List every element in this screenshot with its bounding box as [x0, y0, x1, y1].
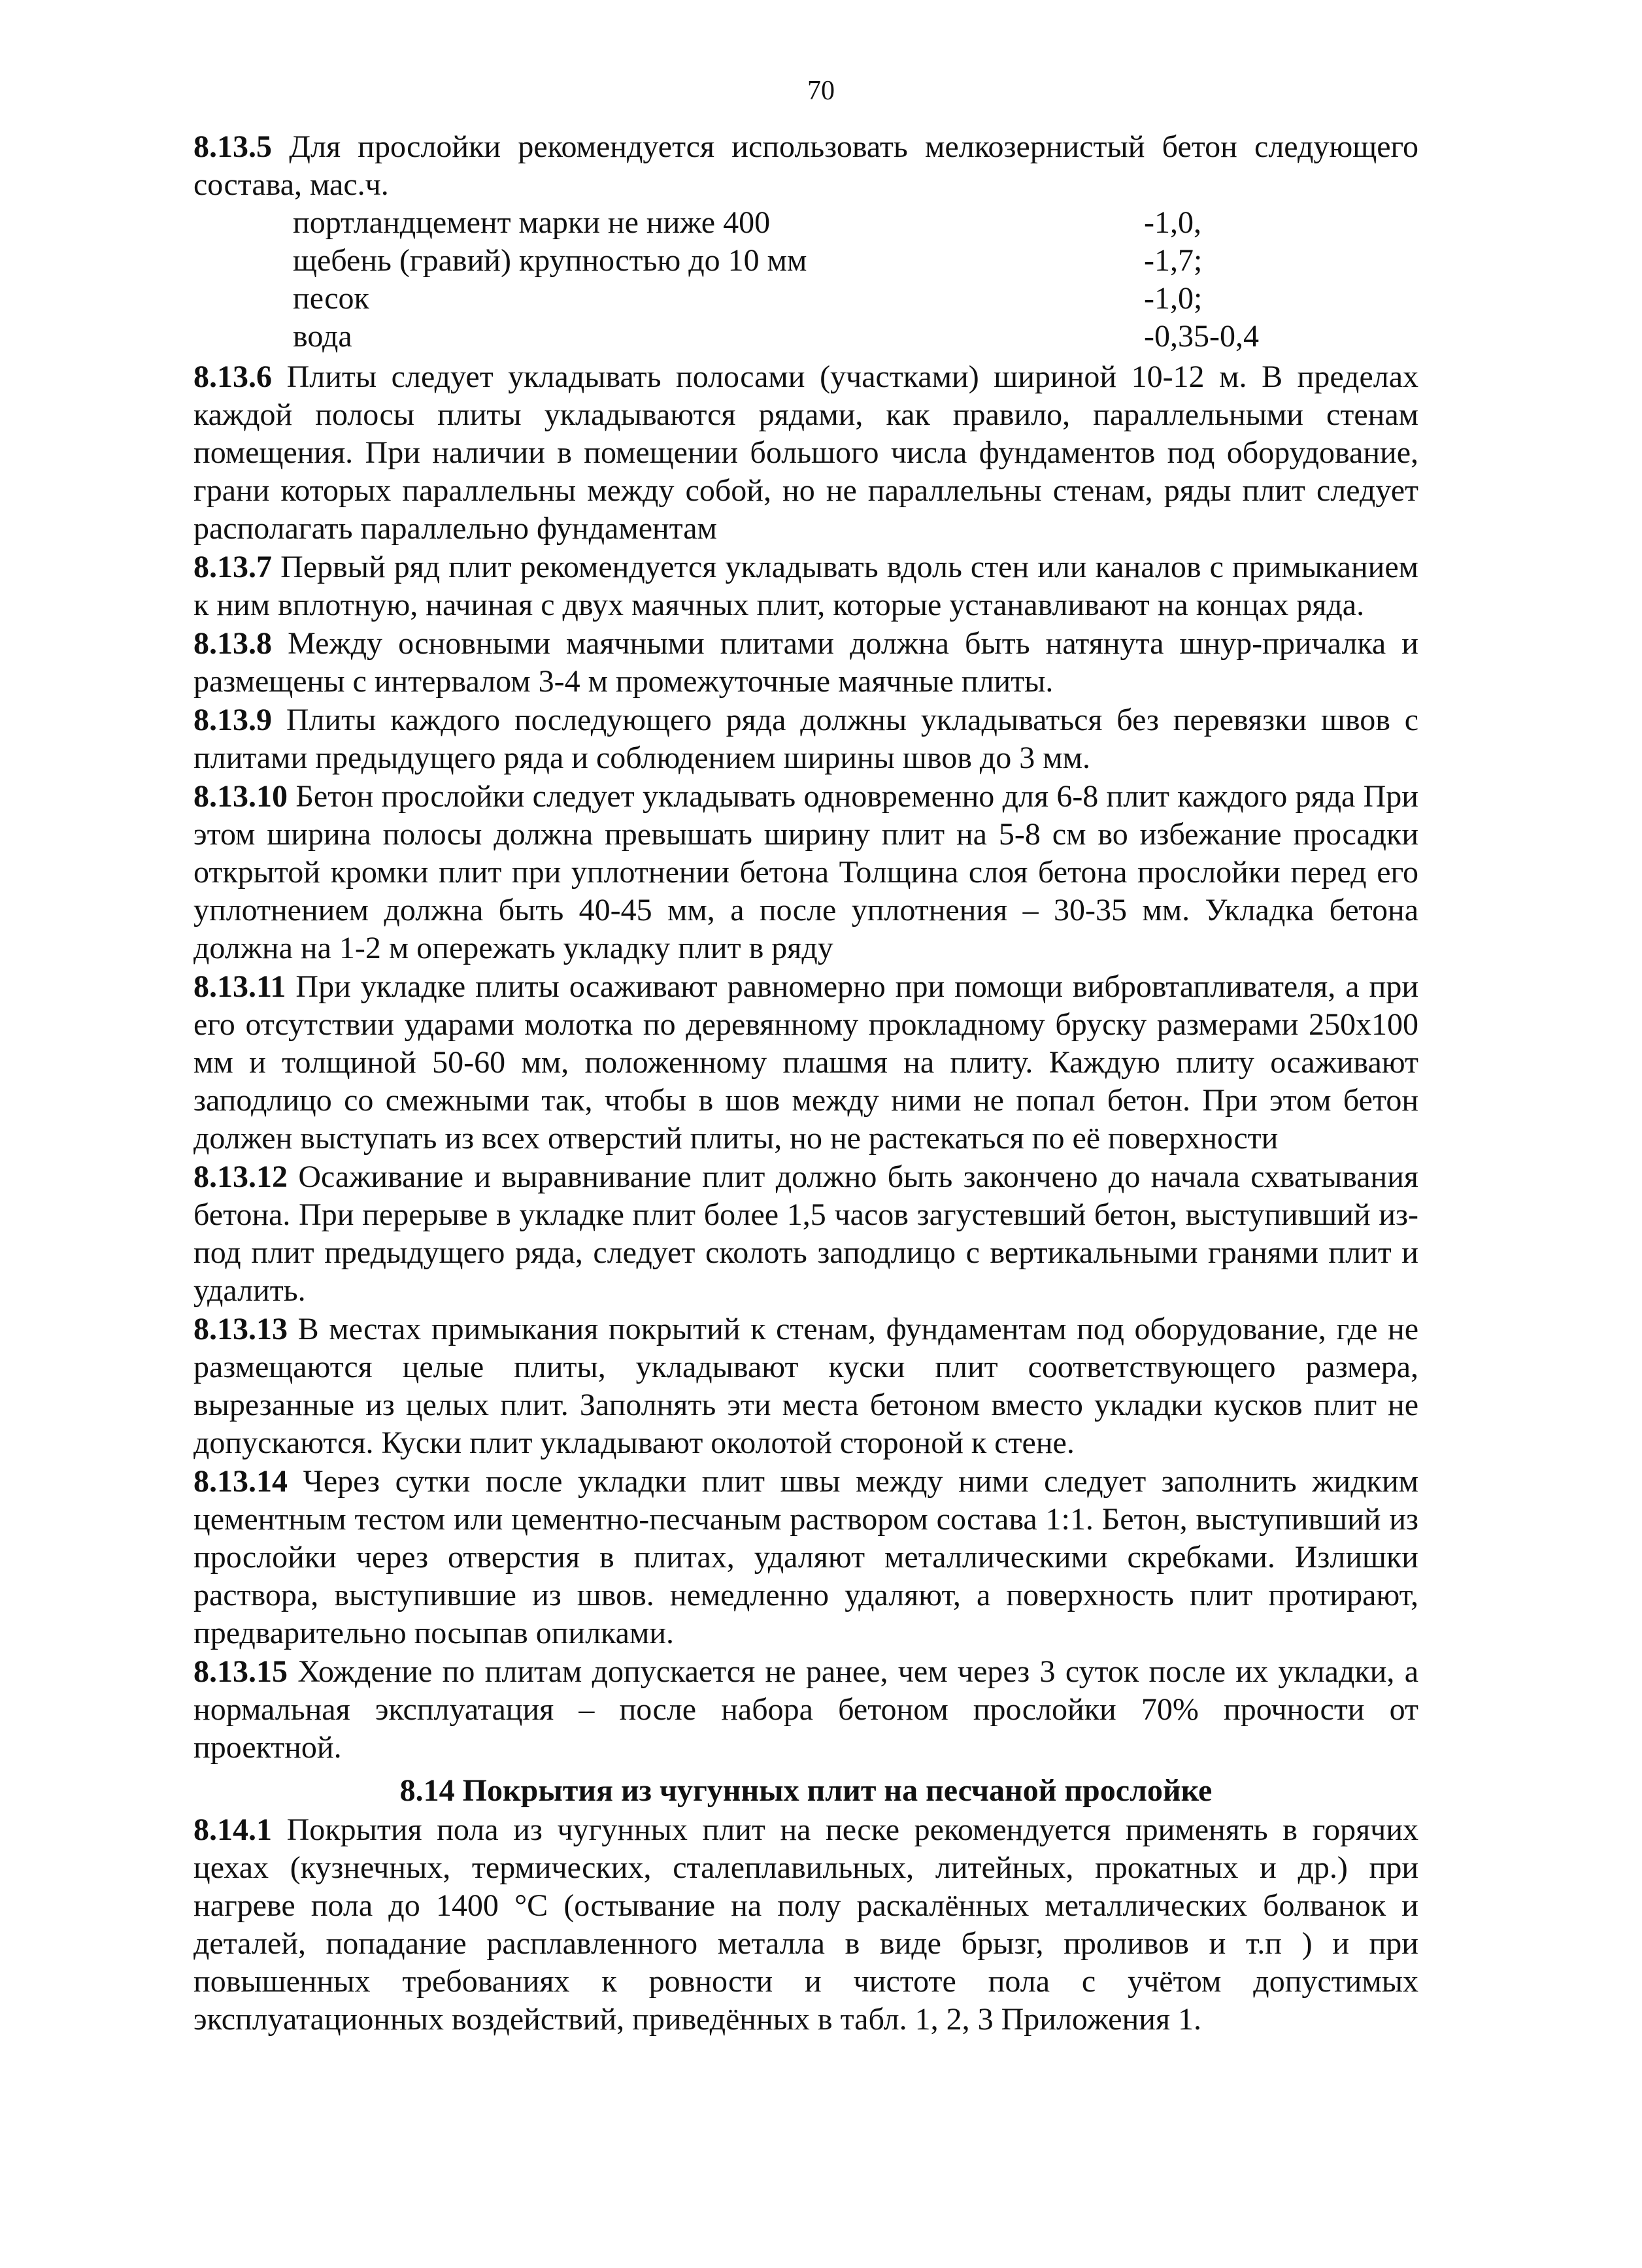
paragraph-8-14-1	[193, 1811, 1418, 2039]
paragraph-8-13-9	[193, 701, 1418, 777]
mix-row	[293, 204, 1418, 242]
paragraph-8-13-13	[193, 1310, 1418, 1462]
clause-text: Плиты следует укладывать полосами (участками) шириной 10-12 м. В пределах каждой полосы плиты укладываются рядами, как правило, параллельными стенам помещения. При наличии в помещении большого числа фундаментов под оборудование, грани которых параллельны между собой, но не параллельны стенам, ряды плит следует располагать параллельно фундаментам	[193, 359, 1418, 546]
paragraph-8-13-12	[193, 1158, 1418, 1310]
mix-value: -0,35-0,4	[1144, 319, 1259, 354]
clause-number: 8.13.5	[193, 129, 272, 164]
mix-value: -1,0;	[1144, 281, 1203, 316]
paragraph-8-13-15	[193, 1653, 1418, 1767]
clause-text: В местах примыкания покрытий к стенам, фундаментам под оборудование, где не размещаются целые плиты, укладывают куски плит соответствующего размера, вырезанные из целых плит. Заполнять эти места бетоном вместо укладки кусков плит не допускаются. Куски плит укладывают околотой стороной к стене.	[193, 1312, 1419, 1460]
clause-text: Через сутки после укладки плит швы между ними следует заполнить жидким цементным тестом или цементно-песчаным раствором состава 1:1. Бетон, выступивший из прослойки через отверстия в плитах, удаляют металлическими скребками. Излишки раствора, выступившие из швов. немедленно удаляют, а поверхность плит протирают, предварительно посыпав опилками.	[193, 1464, 1419, 1650]
clause-text: Покрытия пола из чугунных плит на песке рекомендуется применять в горячих цехах (кузнечных, термических, сталеплавильных, литейных, прокатных и др.) при нагреве пола до 1400 °С (остывание на полу раскалённых металлических болванок и деталей, попадание расплавленного металла в виде брызг, проливов и т.п ) и при повышенных требованиях к ровности и чистоте пола с учётом допустимых эксплуатационных воздействий, приведённых в табл. 1, 2, 3 Приложения 1.	[193, 1812, 1419, 2037]
clause-number: 8.13.10	[193, 779, 288, 814]
clause-number: 8.13.11	[193, 969, 286, 1004]
mix-component: щебень (гравий) крупностью до 10 мм	[293, 243, 807, 278]
clause-text: При укладке плиты осаживают равномерно при помощи вибровтапливателя, а при его отсутствии ударами молотка по деревянному прокладному бруску размерами 250x100 мм и толщиной 50-60 мм, положенному плашмя на плиту. Каждую плиту осаживают заподлицо со смежными так, чтобы в шов между ними не попал бетон. При этом бетон должен выступать из всех отверстий плиты, но не растекаться по её поверхности	[193, 969, 1419, 1156]
section-heading-8-14: 8.14 Покрытия из чугунных плит на песчаной прослойке	[399, 1773, 1213, 1808]
paragraph-8-13-5	[193, 128, 1418, 204]
page-number: 70	[807, 76, 835, 106]
clause-text: Осаживание и выравнивание плит должно быть закончено до начала схватывания бетона. При перерыве в укладке плит более 1,5 часов загустевший бетон, выступивший из-под плит предыдущего ряда, следует сколоть заподлицо с вертикальными гранями плит и удалить.	[193, 1159, 1419, 1308]
clause-number: 8.13.6	[193, 359, 272, 394]
clause-number: 8.13.12	[193, 1159, 288, 1194]
clause-text: Первый ряд плит рекомендуется укладывать вдоль стен или каналов с примыканием к ним вплотную, начиная с двух маячных плит, которые устанавливают на концах ряда.	[193, 550, 1419, 622]
clause-number: 8.13.7	[193, 550, 272, 584]
paragraph-8-13-8	[193, 625, 1418, 701]
mix-component: песок	[293, 281, 369, 316]
paragraph-8-13-6	[193, 358, 1418, 548]
mix-row	[293, 242, 1418, 280]
page-content	[193, 128, 1418, 2039]
mix-row	[293, 318, 1418, 356]
mix-component: портландцемент марки не ниже 400	[293, 205, 771, 240]
mix-component: вода	[293, 319, 352, 354]
mix-value: -1,0,	[1144, 205, 1201, 240]
clause-text: Для прослойки рекомендуется использовать мелкозернистый бетон следующего состава, мас.ч.	[193, 129, 1418, 202]
mix-row	[293, 280, 1418, 318]
mix-value: -1,7;	[1144, 243, 1203, 278]
concrete-mix-list	[293, 204, 1418, 356]
clause-number: 8.13.9	[193, 703, 272, 737]
clause-number: 8.13.14	[193, 1464, 288, 1499]
clause-number: 8.13.15	[193, 1654, 288, 1689]
clause-number: 8.13.8	[193, 626, 272, 661]
clause-text: Хождение по плитам допускается не ранее, чем через 3 суток после их укладки, а нормальная эксплуатация – после набора бетоном прослойки 70% прочности от проектной.	[193, 1654, 1419, 1765]
clause-number: 8.13.13	[193, 1312, 288, 1346]
clause-text: Между основными маячными плитами должна быть натянута шнур-причалка и размещены с интервалом 3-4 м промежуточные маячные плиты.	[193, 626, 1418, 699]
clause-number: 8.14.1	[193, 1812, 272, 1847]
paragraph-8-13-11	[193, 968, 1418, 1158]
paragraph-8-13-7	[193, 548, 1418, 624]
paragraph-8-13-10	[193, 778, 1418, 967]
clause-text: Плиты каждого последующего ряда должны укладываться без перевязки швов с плитами предыдущего ряда и соблюдением ширины швов до 3 мм.	[193, 703, 1418, 775]
paragraph-8-13-14	[193, 1463, 1418, 1652]
clause-text: Бетон прослойки следует укладывать одновременно для 6-8 плит каждого ряда При этом ширина полосы должна превышать ширину плит на 5-8 см во избежание просадки открытой кромки плит при уплотнении бетона Толщина слоя бетона прослойки перед его уплотнением должна быть 40-45 мм, а после уплотнения – 30-35 мм. Укладка бетона должна на 1-2 м опережать укладку плит в ряду	[193, 779, 1418, 965]
